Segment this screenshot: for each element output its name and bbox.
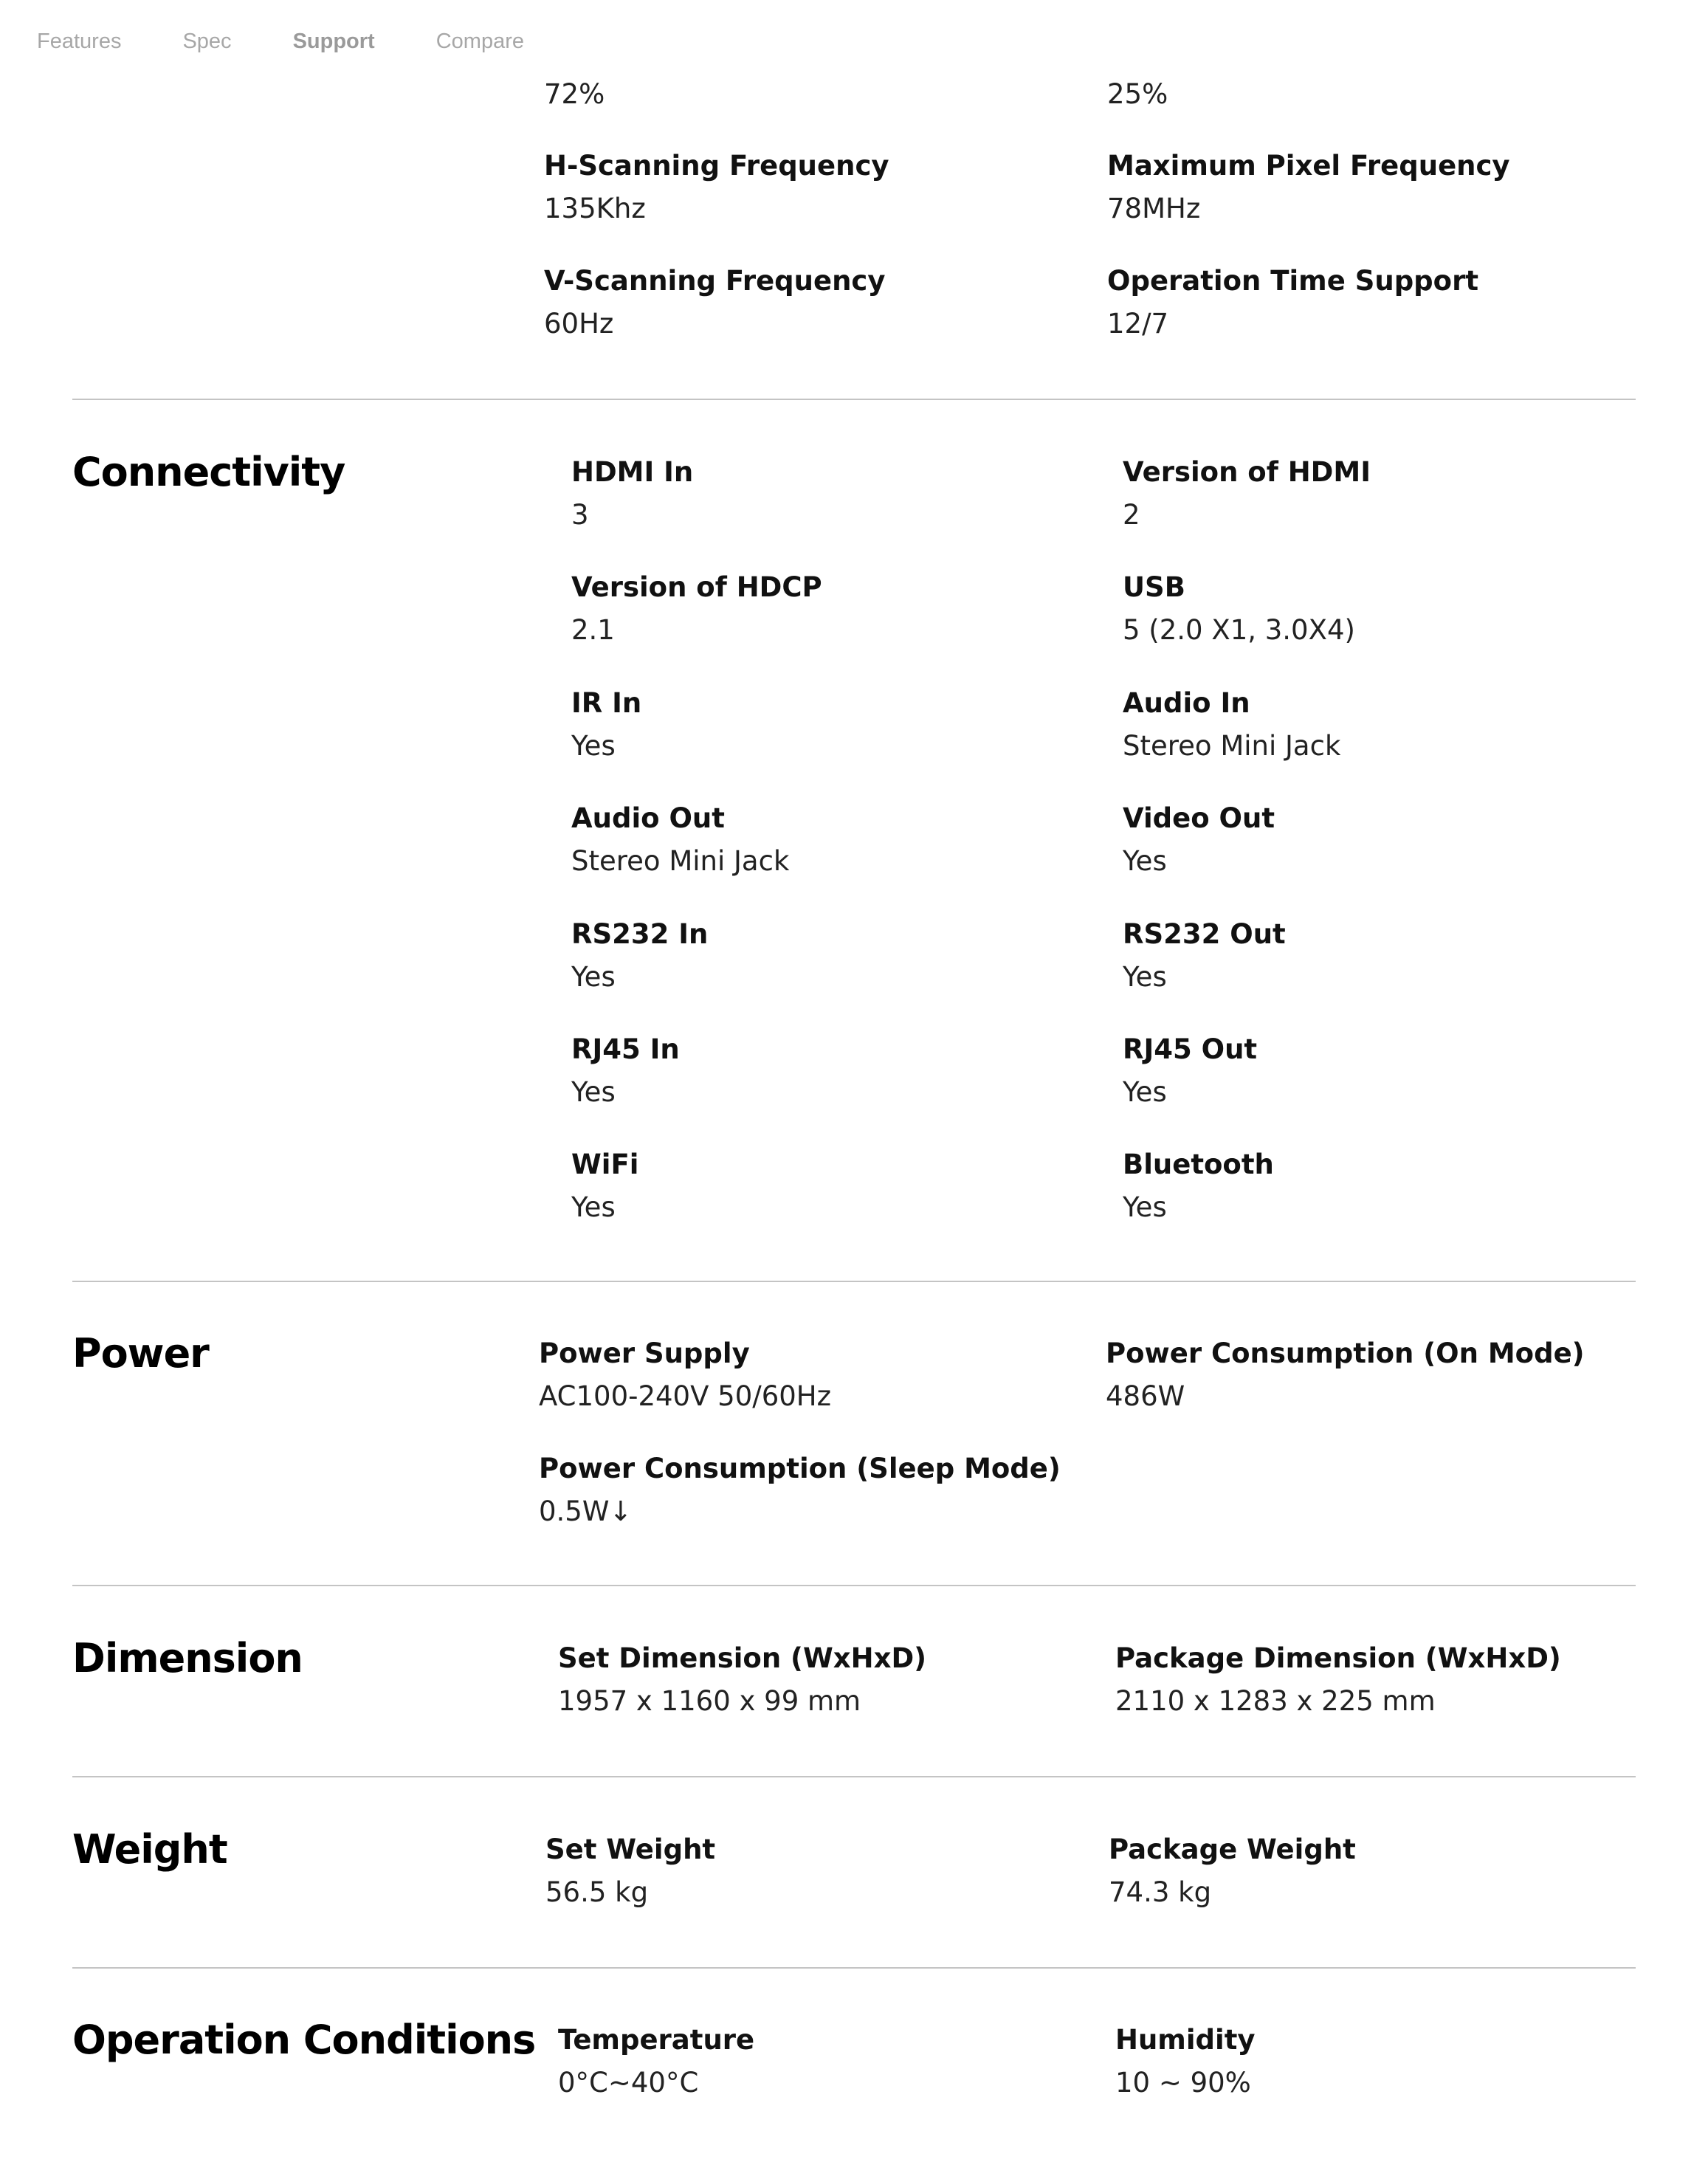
spec-label: Package Dimension (WxHxD) xyxy=(1115,1642,1561,1674)
spec-item-maximum-pixel-frequency xyxy=(1107,148,1510,227)
spec-item-package-dimension xyxy=(1115,1641,1561,1719)
spec-item-v-scanning-frequency xyxy=(544,264,885,342)
spec-label: Video Out xyxy=(1123,802,1275,834)
spec-value: AC100-240V 50/60Hz xyxy=(539,1380,832,1412)
spec-label: USB xyxy=(1123,571,1185,603)
spec-value: Yes xyxy=(1123,1076,1167,1108)
spec-label: RS232 In xyxy=(571,918,709,950)
spec-value: 72% xyxy=(544,78,605,110)
spec-value: 5 (2.0 X1, 3.0X4) xyxy=(1123,614,1355,646)
spec-value: 2110 x 1283 x 225 mm xyxy=(1115,1685,1436,1717)
spec-label: Humidity xyxy=(1115,2024,1256,2056)
spec-label: Package Weight xyxy=(1109,1834,1356,1865)
section-title-power: Power xyxy=(72,1330,209,1377)
spec-item-rs232-in xyxy=(571,917,708,995)
spec-value: 12/7 xyxy=(1107,308,1169,340)
section-title-dimension: Dimension xyxy=(72,1635,303,1681)
spec-item-humidity xyxy=(1115,2022,1256,2101)
spec-item xyxy=(1107,77,1168,112)
spec-value: Yes xyxy=(1123,961,1167,993)
spec-value: 78MHz xyxy=(1107,193,1201,224)
spec-label: WiFi xyxy=(571,1149,639,1180)
spec-item-version-of-hdcp xyxy=(571,570,822,648)
spec-item-power-supply xyxy=(539,1336,831,1414)
spec-label: Set Dimension (WxHxD) xyxy=(558,1642,927,1674)
spec-value: 486W xyxy=(1106,1380,1185,1412)
spec-label: RJ45 Out xyxy=(1123,1033,1258,1065)
spec-label: Version of HDCP xyxy=(571,571,822,603)
spec-item-usb xyxy=(1123,570,1355,648)
section-title-weight: Weight xyxy=(72,1826,227,1873)
spec-label: Version of HDMI xyxy=(1123,456,1371,488)
spec-item-ir-in xyxy=(571,686,641,764)
spec-item-audio-in xyxy=(1123,686,1340,764)
spec-value: 0°C~40°C xyxy=(558,2067,699,2099)
spec-label: HDMI In xyxy=(571,456,694,488)
tab-features[interactable]: Features xyxy=(37,29,122,53)
spec-item-power-consumption-sleep xyxy=(539,1451,1061,1529)
spec-item-rj45-out xyxy=(1123,1032,1257,1110)
section-title-connectivity: Connectivity xyxy=(72,449,345,495)
spec-value: 135Khz xyxy=(544,193,646,224)
spec-item-power-consumption-on xyxy=(1106,1336,1585,1414)
spec-value: Yes xyxy=(571,1191,616,1223)
spec-item-video-out xyxy=(1123,801,1275,879)
spec-value: 10 ~ 90% xyxy=(1115,2067,1251,2099)
section-divider xyxy=(72,1585,1636,1586)
spec-label: Power Supply xyxy=(539,1338,750,1369)
spec-value: 56.5 kg xyxy=(545,1876,649,1908)
spec-label: Audio Out xyxy=(571,802,725,834)
section-title-operation-conditions: Operation Conditions xyxy=(72,2017,536,2063)
spec-value: Yes xyxy=(571,730,616,762)
spec-value: 2.1 xyxy=(571,614,615,646)
spec-value: Stereo Mini Jack xyxy=(571,845,790,877)
tab-support[interactable]: Support xyxy=(292,29,375,53)
tab-compare[interactable]: Compare xyxy=(435,29,524,53)
spec-label: IR In xyxy=(571,687,642,719)
spec-label: H-Scanning Frequency xyxy=(544,150,889,182)
spec-value: Yes xyxy=(571,1076,616,1108)
spec-item-rj45-in xyxy=(571,1032,680,1110)
spec-value: 2 xyxy=(1123,499,1140,531)
spec-label: Audio In xyxy=(1123,687,1250,719)
spec-item-rs232-out xyxy=(1123,917,1286,995)
spec-label: Operation Time Support xyxy=(1107,265,1479,297)
spec-item-package-weight xyxy=(1109,1832,1356,1910)
tab-spec[interactable]: Spec xyxy=(182,29,232,53)
spec-value: Stereo Mini Jack xyxy=(1123,730,1341,762)
spec-value: Yes xyxy=(1123,845,1167,877)
spec-item xyxy=(544,77,605,112)
spec-item-set-dimension xyxy=(558,1641,926,1719)
spec-item-h-scanning-frequency xyxy=(544,148,889,227)
spec-value: 74.3 kg xyxy=(1109,1876,1212,1908)
spec-item-version-of-hdmi xyxy=(1123,455,1371,533)
spec-label: Temperature xyxy=(558,2024,755,2056)
section-divider xyxy=(72,1281,1636,1282)
spec-value: 0.5W↓ xyxy=(539,1495,633,1527)
spec-item-audio-out xyxy=(571,801,789,879)
spec-label: Bluetooth xyxy=(1123,1149,1274,1180)
section-divider xyxy=(72,399,1636,400)
spec-item-set-weight xyxy=(545,1832,715,1910)
spec-label: RS232 Out xyxy=(1123,918,1286,950)
spec-item-wifi xyxy=(571,1147,638,1225)
spec-label: V-Scanning Frequency xyxy=(544,265,886,297)
spec-value: Yes xyxy=(571,961,616,993)
spec-item-operation-time-support xyxy=(1107,264,1478,342)
spec-label: Power Consumption (On Mode) xyxy=(1106,1338,1585,1369)
spec-label: Maximum Pixel Frequency xyxy=(1107,150,1510,182)
spec-value: 1957 x 1160 x 99 mm xyxy=(558,1685,861,1717)
spec-value: 60Hz xyxy=(544,308,614,340)
spec-label: Set Weight xyxy=(545,1834,716,1865)
spec-value: 25% xyxy=(1107,78,1168,110)
spec-item-hdmi-in xyxy=(571,455,693,533)
spec-nav-tabs xyxy=(37,27,585,56)
section-divider xyxy=(72,1776,1636,1777)
section-divider xyxy=(72,1967,1636,1969)
spec-label: RJ45 In xyxy=(571,1033,680,1065)
spec-value: 3 xyxy=(571,499,589,531)
spec-item-temperature xyxy=(558,2022,754,2101)
spec-value: Yes xyxy=(1123,1191,1167,1223)
spec-item-bluetooth xyxy=(1123,1147,1274,1225)
spec-label: Power Consumption (Sleep Mode) xyxy=(539,1453,1061,1484)
